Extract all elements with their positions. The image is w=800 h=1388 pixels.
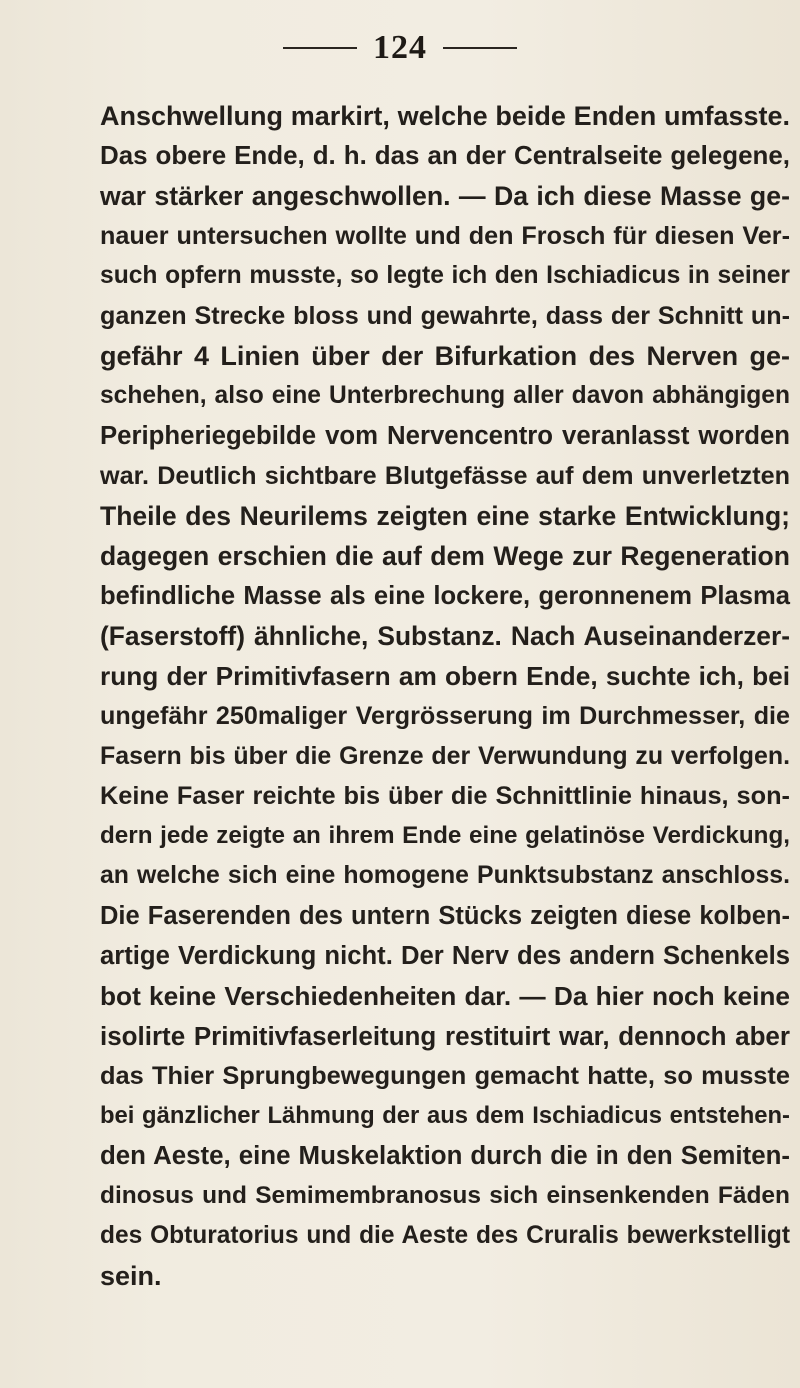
page-number: 124 <box>373 29 427 66</box>
text-line: dinosus und Semimembranosus sich einsenkenden Fäden <box>100 1182 790 1209</box>
text-line: such opfern musste, so legte ich den Ischiadicus in seiner <box>100 262 790 289</box>
text-line: Keine Faser reichte bis über die Schnittlinie hinaus, son- <box>100 782 790 810</box>
text-line: gefähr 4 Linien über der Bifurkation des Nerven ge- <box>100 341 790 371</box>
text-line: befindliche Masse als eine lockere, geronnenem Plasma <box>100 582 790 610</box>
text-line: Theile des Neurilems zeigten eine starke Entwicklung; <box>100 501 790 531</box>
text-line: rung der Primitivfasern am obern Ende, suchte ich, bei <box>100 661 790 691</box>
right-rule <box>443 47 517 49</box>
text-line: ganzen Strecke bloss und gewahrte, dass der Schnitt un- <box>100 302 790 330</box>
text-line: an welche sich eine homogene Punktsubstanz anschloss. <box>100 862 790 889</box>
text-line: (Faserstoff) ähnliche, Substanz. Nach Auseinanderzer- <box>100 621 790 651</box>
text-line: Fasern bis über die Grenze der Verwundung zu verfolgen. <box>100 742 790 770</box>
text-line: Peripheriegebilde vom Nervencentro veranlasst worden <box>100 422 790 450</box>
text-line: bot keine Verschiedenheiten dar. — Da hier noch keine <box>100 981 790 1011</box>
text-line: dagegen erschien die auf dem Wege zur Regeneration <box>100 541 790 571</box>
text-line: sein. <box>100 1261 162 1291</box>
text-line: das Thier Sprungbewegungen gemacht hatte, so musste <box>100 1062 790 1090</box>
text-line: bei gänzlicher Lähmung der aus dem Ischiadicus entstehen- <box>100 1102 790 1129</box>
page-header <box>0 28 800 68</box>
left-rule <box>283 47 357 49</box>
body-paragraph <box>100 96 790 1296</box>
text-line: des Obturatorius und die Aeste des Cruralis bewerkstelligt <box>100 1222 790 1249</box>
text-line: schehen, also eine Unterbrechung aller davon abhängigen <box>100 382 790 409</box>
text-line: Anschwellung markirt, welche beide Enden umfasste. <box>100 101 790 131</box>
text-line: dern jede zeigte an ihrem Ende eine gelatinöse Verdickung, <box>100 822 790 849</box>
text-line: den Aeste, eine Muskelaktion durch die in den Semiten- <box>100 1142 790 1170</box>
text-line: Das obere Ende, d. h. das an der Centralseite gelegene, <box>100 142 790 170</box>
text-line: Die Faserenden des untern Stücks zeigten diese kolben- <box>100 902 790 930</box>
text-line: war. Deutlich sichtbare Blutgefässe auf dem unverletzten <box>100 462 790 490</box>
text-line: nauer untersuchen wollte und den Frosch für diesen Ver- <box>100 222 790 250</box>
text-line: ungefähr 250maliger Vergrösserung im Durchmesser, die <box>100 702 790 730</box>
text-line: isolirte Primitivfaserleitung restituirt war, dennoch aber <box>100 1021 790 1051</box>
text-line: artige Verdickung nicht. Der Nerv des andern Schenkels <box>100 942 790 970</box>
text-line: war stärker angeschwollen. — Da ich diese Masse ge- <box>100 181 790 211</box>
